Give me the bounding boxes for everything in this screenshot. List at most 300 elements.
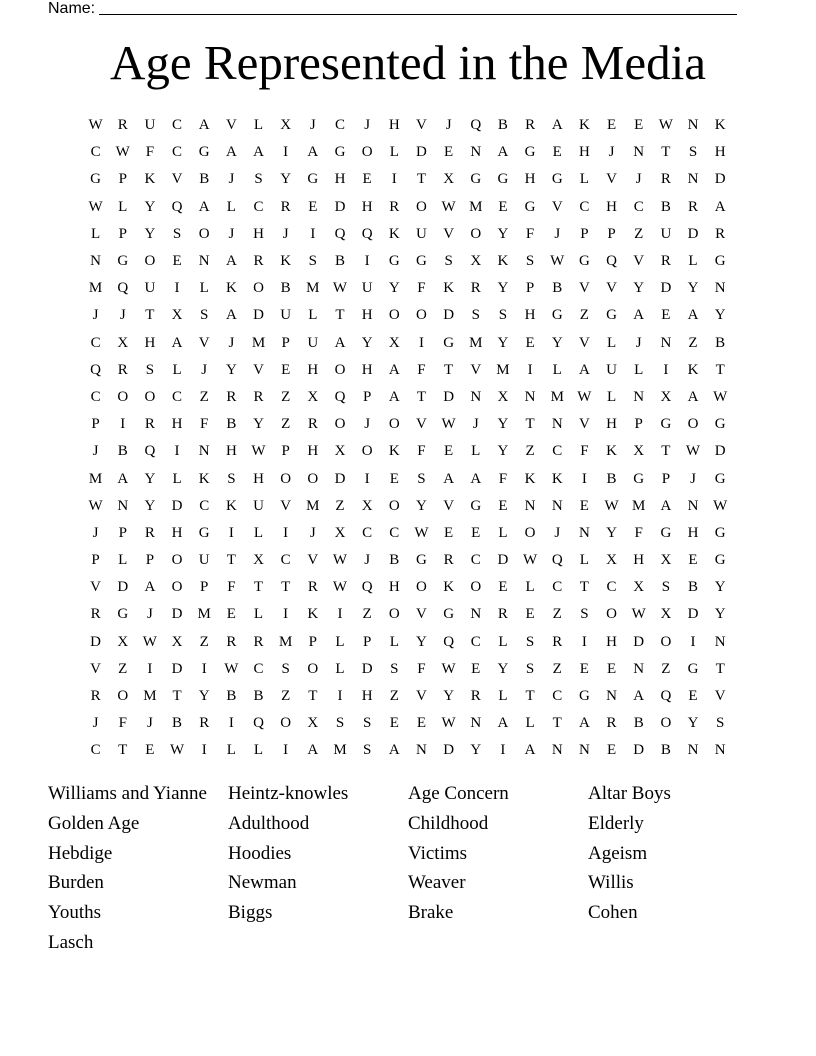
grid-letter: X [660,606,672,623]
grid-letter: N [687,497,699,514]
grid-letter: L [634,361,644,378]
grid-letter: R [552,633,563,650]
grid-letter: M [333,742,347,759]
grid-letter: E [444,144,454,161]
grid-letter: C [470,633,481,650]
grid-letter: W [88,198,103,215]
grid-letter: F [634,524,643,541]
grid-letter: D [171,606,183,623]
grid-letter: A [443,470,455,487]
grid-letter: C [389,524,400,541]
grid-letter: B [226,688,237,705]
grid-letter: B [552,280,563,297]
grid-letter: A [307,742,319,759]
grid-letter: G [660,524,672,541]
grid-letter: V [416,416,427,433]
grid-letter: L [552,361,562,378]
grid-letter: J [635,171,642,188]
grid-letter: F [227,579,236,596]
grid-letter: X [307,388,319,405]
grid-letter: D [171,660,183,677]
grid-letter: W [441,715,456,732]
grid-letter: R [307,416,318,433]
grid-letter: H [633,552,645,569]
letter-grid [82,112,734,765]
grid-letter: J [309,524,316,541]
grid-letter: R [389,198,400,215]
grid-letter: G [470,497,482,514]
grid-letter: T [281,579,291,596]
grid-letter: C [579,198,590,215]
grid-letter: A [117,470,129,487]
grid-letter: U [361,280,373,297]
grid-letter: D [497,552,509,569]
grid-letter: U [416,225,427,242]
grid-letter: L [579,552,589,569]
grid-letter: F [118,715,127,732]
grid-letter: L [335,633,345,650]
grid-letter: R [253,633,264,650]
word-list-item: Cohen [588,902,638,924]
grid-letter: U [144,117,156,134]
grid-letter: Y [714,606,726,623]
grid-letter: O [307,660,319,677]
word-list-item: Elderly [588,812,644,834]
grid-letter: X [633,443,645,460]
grid-letter: W [522,552,538,569]
grid-letter: G [524,144,536,161]
grid-letter: P [580,225,589,242]
grid-letter: G [307,171,319,188]
grid-letter: N [714,280,726,297]
grid-letter: I [663,361,669,378]
grid-letter: C [334,117,345,134]
grid-letter: J [472,416,479,433]
grid-letter: F [417,361,426,378]
grid-letter: D [687,606,699,623]
grid-letter: Z [525,443,535,460]
grid-row [82,737,734,764]
grid-letter: R [280,198,291,215]
grid-letter: R [117,361,128,378]
grid-letter: U [606,361,617,378]
grid-letter: C [90,334,101,351]
grid-letter: N [416,742,427,759]
grid-letter: L [606,334,617,351]
grid-letter: Q [253,715,264,732]
grid-letter: I [364,253,370,270]
grid-letter: Y [470,742,482,759]
grid-letter: H [171,524,183,541]
grid-letter: Y [497,225,509,242]
grid-letter: X [334,524,346,541]
grid-letter: V [443,497,455,514]
grid-letter: J [309,117,316,134]
grid-letter: J [92,307,99,324]
grid-letter: B [688,579,699,596]
grid-letter: F [200,416,209,433]
grid-letter: W [441,660,456,677]
word-list-item: Victims [408,842,468,864]
word-list-item: Newman [228,872,297,894]
grid-letter: I [147,660,153,677]
grid-letter: J [282,225,289,242]
grid-letter: P [362,633,372,650]
grid-letter: R [660,171,671,188]
grid-letter: K [225,497,237,514]
grid-letter: N [578,524,590,541]
grid-letter: I [690,633,696,650]
grid-row [82,465,734,492]
grid-letter: C [280,552,291,569]
grid-letter: N [470,606,482,623]
grid-letter: Y [497,443,509,460]
grid-letter: K [497,253,509,270]
grid-letter: N [198,443,210,460]
grid-letter: L [525,715,535,732]
grid-letter: W [88,117,103,134]
grid-letter: W [224,660,239,677]
grid-letter: P [281,334,290,351]
grid-letter: A [687,307,699,324]
grid-row [82,710,734,737]
grid-letter: X [171,307,183,324]
grid-letter: R [525,117,536,134]
grid-letter: W [604,497,619,514]
grid-letter: E [525,334,535,351]
grid-letter: G [578,688,590,705]
grid-letter: D [416,144,427,161]
grid-letter: C [633,198,644,215]
grid-letter: A [198,117,210,134]
grid-letter: C [90,388,101,405]
grid-letter: N [660,334,672,351]
grid-letter: F [417,280,426,297]
grid-letter: R [307,579,318,596]
grid-letter: B [606,470,617,487]
grid-letter: J [364,552,371,569]
grid-letter: P [145,552,155,569]
grid-letter: Q [334,388,346,405]
grid-letter: Y [714,307,726,324]
grid-letter: O [388,307,400,324]
grid-letter: I [364,470,370,487]
grid-letter: X [280,117,292,134]
grid-letter: J [146,715,153,732]
grid-letter: C [552,443,563,460]
grid-letter: O [524,524,536,541]
grid-letter: N [714,633,726,650]
grid-letter: E [688,688,698,705]
grid-letter: H [361,198,373,215]
grid-letter: I [527,361,533,378]
grid-letter: X [388,334,400,351]
grid-letter: O [280,470,292,487]
grid-letter: O [687,416,699,433]
grid-letter: H [307,361,319,378]
grid-letter: O [280,715,292,732]
grid-letter: Y [198,688,210,705]
grid-letter: D [687,225,699,242]
grid-letter: P [118,171,127,188]
word-list-item: Brake [408,902,454,924]
grid-letter: N [524,497,536,514]
grid-letter: A [253,144,264,161]
grid-letter: T [579,579,589,596]
grid-letter: M [306,280,320,297]
word-list-item: Youths [48,902,101,924]
grid-letter: V [606,280,617,297]
grid-letter: L [606,388,617,405]
grid-letter: K [225,280,237,297]
grid-letter: Z [688,334,698,351]
grid-letter: O [361,443,373,460]
grid-letter: Q [171,198,183,215]
grid-letter: P [91,552,100,569]
grid-letter: T [226,552,236,569]
grid-letter: L [90,225,101,242]
grid-letter: X [633,579,645,596]
grid-letter: B [715,334,726,351]
grid-letter: S [471,307,480,324]
grid-letter: K [714,117,726,134]
grid-letter: A [307,144,319,161]
grid-letter: I [201,660,207,677]
grid-letter: I [201,742,207,759]
grid-letter: M [279,633,293,650]
grid-letter: G [334,144,346,161]
grid-letter: Z [661,660,671,677]
grid-letter: W [332,552,348,569]
name-label: Name: [48,0,96,17]
grid-letter: B [660,742,671,759]
grid-letter: N [633,144,645,161]
grid-letter: N [117,497,129,514]
grid-letter: L [389,144,399,161]
grid-letter: U [198,552,210,569]
grid-letter: L [525,579,535,596]
grid-letter: A [225,253,237,270]
grid-letter: E [579,497,589,514]
grid-letter: M [143,688,157,705]
grid-letter: J [445,117,452,134]
grid-letter: M [469,334,483,351]
grid-letter: Z [552,660,562,677]
grid-letter: U [280,307,292,324]
word-list-item: Hoodies [228,842,292,864]
grid-letter: T [444,361,454,378]
grid-letter: I [283,742,289,759]
grid-letter: L [688,253,698,270]
grid-letter: T [308,688,318,705]
grid-letter: K [144,171,156,188]
grid-letter: N [551,742,563,759]
grid-letter: J [228,171,235,188]
grid-letter: U [307,334,319,351]
grid-letter: U [144,280,156,297]
grid-letter: L [253,606,264,623]
grid-letter: L [498,524,508,541]
grid-letter: B [633,715,644,732]
grid-letter: O [198,225,210,242]
grid-letter: N [633,660,645,677]
grid-letter: J [92,524,99,541]
grid-letter: V [253,361,264,378]
grid-letter: E [634,117,644,134]
grid-letter: N [470,715,482,732]
grid-letter: D [714,171,726,188]
grid-letter: A [497,715,509,732]
grid-letter: Y [551,334,563,351]
grid-letter: N [714,742,726,759]
grid-letter: B [172,715,183,732]
grid-letter: L [199,280,209,297]
grid-letter: V [578,334,590,351]
grid-letter: G [714,470,726,487]
grid-letter: Y [144,470,156,487]
grid-letter: W [142,633,157,650]
grid-letter: H [388,579,400,596]
grid-letter: Y [388,280,400,297]
grid-letter: J [635,334,642,351]
grid-letter: N [90,253,101,270]
grid-letter: V [225,117,237,134]
grid-letter: E [498,579,508,596]
grid-letter: W [414,524,429,541]
grid-letter: V [171,171,183,188]
grid-letter: Q [443,633,455,650]
grid-letter: D [334,198,346,215]
grid-row [82,302,734,329]
grid-letter: Q [117,280,129,297]
grid-letter: G [416,253,427,270]
grid-letter: R [253,253,264,270]
grid-letter: X [117,334,129,351]
grid-letter: V [578,416,590,433]
grid-letter: D [171,497,183,514]
grid-letter: T [525,416,535,433]
grid-letter: P [607,225,616,242]
grid-letter: R [253,388,264,405]
grid-letter: S [145,361,155,378]
grid-letter: O [334,416,346,433]
grid-letter: C [199,497,210,514]
grid-letter: V [551,198,563,215]
grid-letter: I [337,606,343,623]
grid-letter: F [580,443,589,460]
grid-letter: O [117,388,129,405]
word-list-item: Golden Age [48,812,140,834]
grid-letter: A [470,470,482,487]
grid-letter: S [200,307,209,324]
grid-letter: Z [552,606,562,623]
grid-letter: L [118,552,128,569]
grid-letter: C [470,552,481,569]
grid-letter: T [416,388,427,405]
grid-letter: K [606,443,617,460]
grid-letter: Y [144,497,156,514]
name-field [48,0,737,18]
grid-letter: H [687,524,699,541]
grid-letter: E [606,660,617,677]
grid-letter: L [253,117,264,134]
word-list-item: Lasch [48,931,94,953]
grid-letter: K [280,253,292,270]
grid-letter: O [388,497,400,514]
grid-letter: H [361,307,373,324]
grid-letter: D [633,633,645,650]
grid-letter: I [337,688,343,705]
grid-letter: C [172,117,183,134]
grid-row [82,601,734,628]
grid-letter: C [552,688,563,705]
grid-letter: M [632,497,646,514]
grid-letter: C [606,579,617,596]
grid-letter: S [335,715,345,732]
grid-letter: K [578,117,590,134]
grid-letter: Z [634,225,644,242]
grid-letter: A [225,307,237,324]
grid-row [82,330,734,357]
grid-letter: Y [497,660,509,677]
grid-letter: G [714,552,726,569]
grid-letter: U [253,497,264,514]
word-list-item: Hebdige [48,842,113,864]
grid-letter: A [687,388,699,405]
grid-letter: P [200,579,209,596]
grid-letter: T [715,660,725,677]
grid-letter: S [254,171,263,188]
grid-letter: O [253,280,264,297]
grid-letter: X [171,633,183,650]
grid-letter: K [687,361,699,378]
grid-letter: B [497,117,508,134]
grid-letter: E [362,171,372,188]
grid-letter: D [361,660,373,677]
grid-letter: S [688,144,698,161]
grid-letter: H [578,144,590,161]
grid-letter: X [443,171,455,188]
grid-letter: Y [687,715,699,732]
grid-letter: G [443,606,455,623]
grid-letter: F [145,144,155,161]
grid-letter: P [661,470,671,487]
grid-letter: R [470,280,481,297]
grid-letter: M [88,470,103,487]
grid-letter: V [578,280,590,297]
grid-letter: Q [334,225,346,242]
grid-letter: E [471,660,481,677]
word-list-item: Altar Boys [588,783,671,804]
grid-row [82,112,734,139]
grid-letter: L [253,524,264,541]
grid-letter: J [228,334,235,351]
grid-letter: A [171,334,183,351]
grid-letter: V [416,117,427,134]
grid-letter: Q [144,443,156,460]
grid-letter: O [660,633,672,650]
grid-letter: B [334,253,345,270]
grid-letter: Y [416,497,427,514]
grid-letter: R [606,715,617,732]
grid-letter: J [119,307,126,324]
grid-letter: V [470,361,482,378]
grid-letter: V [307,552,319,569]
grid-letter: A [225,144,237,161]
grid-letter: S [580,606,589,623]
grid-letter: A [714,198,726,215]
grid-letter: S [444,253,453,270]
